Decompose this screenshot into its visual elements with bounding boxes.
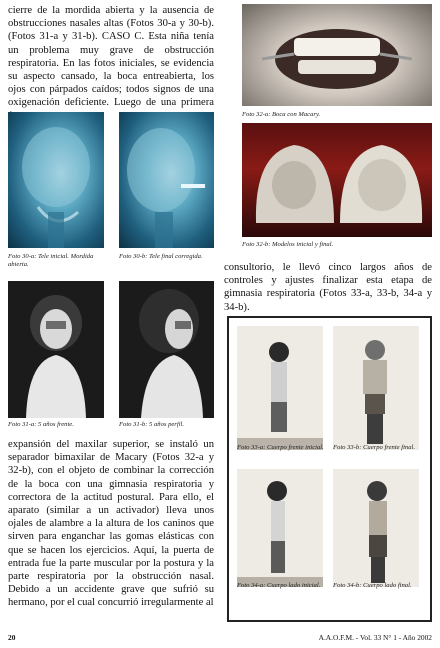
body-paragraph-bottom: expansión del maxilar superior, se instaló un separador bimaxilar de Macary (Fotos 32-a y 32-b), con el objeto de combinar la corrección de la boca con una gimnasia respiratoria y correctora de la actitud postural. Para ello, el aparato (similar a un activador) lleva unos ojales de alambre a la altura de los caninos que sirven para enganchar las gomas elásticas con que se hacen los ejercicios. Aquí, la puerta de entrada fue la parte muscular por la postura y la parte respiratoria por la obstrucción nasal. Debido a un accidente grave que sufrió su hermano, por el cual concurrió irregularmente al bbox=[8, 439, 214, 609]
body-photo-34a bbox=[237, 469, 323, 587]
page-number: 20 bbox=[8, 633, 16, 642]
body-paragraph-right: consultorio, le llevó cinco largos años de controles y ajustes finalizar esta etapa de gimnasia respiratoria (Fotos 33-a, 33-b, 34-a y 34-b). bbox=[224, 262, 432, 313]
caption-31b: Foto 31-b: 5 años perfil. bbox=[119, 421, 185, 428]
caption-34a: Foto 34-a: Cuerpo lado inicial. bbox=[237, 582, 321, 589]
journal-footer: A.A.O.F.M. - Vol. 33 N° 1 - Año 2002 bbox=[318, 633, 432, 642]
portrait-photo-31a bbox=[8, 281, 104, 418]
portrait-photo-31b bbox=[119, 281, 214, 418]
caption-33b: Foto 33-b: Cuerpo frente final. bbox=[333, 444, 415, 451]
caption-32a: Foto 32-a: Boca con Macary. bbox=[242, 111, 321, 118]
body-photo-33b bbox=[333, 326, 419, 450]
caption-30a: Foto 30-a: Tele inicial. Mordida abierta. bbox=[8, 253, 94, 269]
caption-32b: Foto 32-b: Modelos inicial y final. bbox=[242, 241, 334, 248]
models-photo-32b bbox=[242, 123, 432, 237]
caption-31a: Foto 31-a: 5 años frente. bbox=[8, 421, 74, 428]
xray-photo-30b bbox=[119, 112, 214, 248]
body-photo-34b bbox=[333, 469, 419, 587]
body-photos-box bbox=[227, 316, 432, 622]
caption-34b: Foto 34-b: Cuerpo lado final. bbox=[333, 582, 412, 589]
caption-33a: Foto 33-a: Cuerpo frente inicial. bbox=[237, 444, 324, 451]
body-photo-33a bbox=[237, 326, 323, 450]
body-paragraph-top: cierre de la mordida abierta y la ausencia de obstrucciones nasales altas (Fotos 30-a y 30-b). (Fotos 31-a y 31-b). CASO C. Esta niña tenía un problema muy grave de obstrucción respiratoria. En las fotos iniciales, se evidencia su aspecto cansado, la boca entreabierta, los ojos con párpados caídos; todos signos de una oxigenación deficiente. Luego de una primera bbox=[8, 5, 214, 109]
xray-photo-30a bbox=[8, 112, 104, 248]
caption-30b: Foto 30-b: Tele final corregida. bbox=[119, 253, 203, 260]
mouth-photo-32a bbox=[242, 4, 432, 106]
